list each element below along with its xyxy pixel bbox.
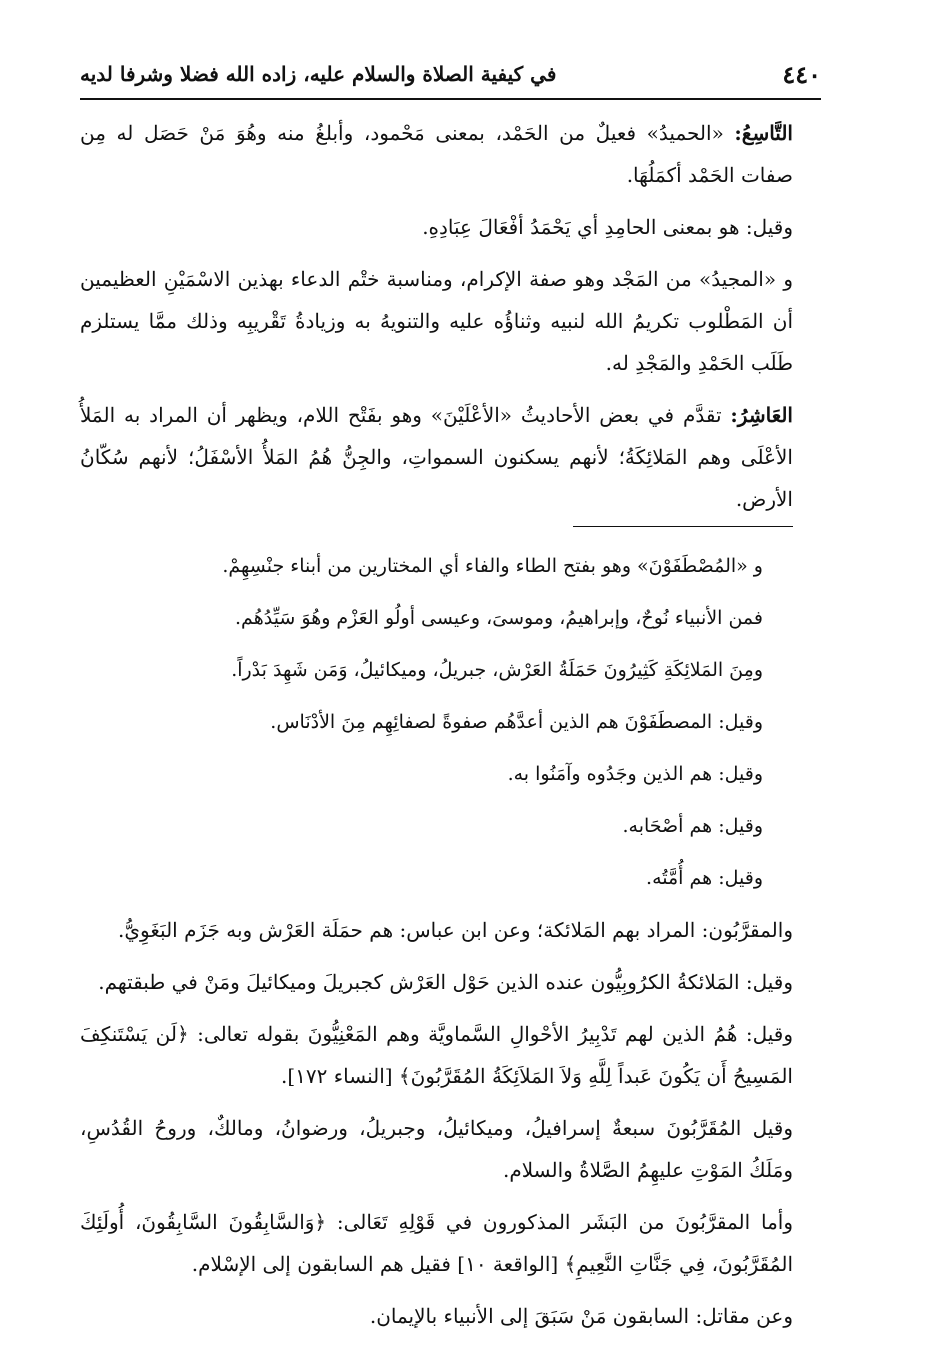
paragraph-text: «الحميدُ» فعيلٌ من الحَمْد، بمعنى مَحْمود، وأبلغُ منه وهُوَ مَنْ حَصَل له مِن صفات الحَمْد أكمَلُهَا. <box>80 121 793 187</box>
paragraph <box>80 258 793 384</box>
section-divider <box>573 526 793 527</box>
inner-line: وقيل: هم أُمَّتُه. <box>646 867 763 889</box>
paragraph-text: وقيل: هو بمعنى الحامِدِ أي يَحْمَدُ أفْعَالَ عِبَادِهِ. <box>422 215 793 239</box>
inner-line: فمن الأنبياء نُوحٌ، وإبراهيمُ، وموسىَ، وعيسى أولُو العَزْم وهُوَ سَيِّدُهُم. <box>235 607 763 629</box>
paragraph <box>80 394 793 520</box>
paragraph-text: و «المجيدُ» من المَجْد وهو صفة الإكرام، ومناسبة ختْم الدعاء بهذين الاسْمَيْنِ العظيمين أن المَطْلوب تكريمُ الله لنبيه وثناؤُه عليه والتنويهُ به وزيادةُ تَقْريبِه وذلك ممَّا يستلزم طَلَب الحَمْدِ والمَجْدِ له. <box>80 267 793 375</box>
paragraph: والمقرَّبُون: المراد بهم المَلائكة؛ وعن ابن عباس: هم حمَلَة العَرْش وبه جَزَم البَغَوِيُّ. <box>118 918 793 942</box>
paragraph-term: العَاشِرُ: <box>730 403 793 427</box>
paragraph: وقيل المُقَرَّبُونَ سبعةٌ إسرافيلُ، وميكائيلُ، وجبريلُ، ورضوانُ، ومالكٌ، وروحُ القُدُسِ، ومَلَكُ المَوْتِ عليهِمُ الصَّلاةُ والسلام. <box>80 1116 794 1182</box>
paragraph-term: التَّاسِعُ: <box>734 121 793 145</box>
paragraph: وقيل: المَلائكةُ الكرُوبِيُّون عنده الذين حَوْل العَرْش كجبريلَ وميكائيلَ ومَنْ في طبقتهم. <box>98 970 793 994</box>
body-text <box>80 112 793 1347</box>
paragraph-text: تقدَّم في بعض الأحاديثُ «الأعْلَيْنَ» وهو بفَتْح اللام، ويظهر أن المراد به المَلأُ الأعْلَى وهم المَلائِكَةُ؛ لأنهم يسكنون السمواتِ، والجِنُّ هُمُ المَلأُ الأسْفَلُ؛ لأنهم سُكّانُ الأرض. <box>80 403 793 511</box>
inner-line: وقيل: المصطَفَوْنَ هم الذين أعدَّهُم صفوةً لصفائِهِم مِنَ الأدْنَاس. <box>270 711 763 733</box>
page-header <box>80 56 821 100</box>
inner-line: وقيل: هم أصْحَابه. <box>622 815 763 837</box>
paragraph <box>80 112 793 196</box>
paragraph: وأما المقرَّبُونَ من البَشَر المذكورون في قَوْلِهِ تَعَالى: ﴿وَالسَّابِقُونَ السَّابِقُونَ، أُولَئِكَ المُقَرَّبُونَ، فِي جَنَّاتِ النَّعِيمِ﴾ [الواقعة ١٠] فقيل هم السابقون إلى الإسْلام. <box>80 1210 793 1276</box>
inner-line: ومِنَ المَلائِكَةِ كَثِيرُونَ حَمَلَةُ العَرْش، جبريلُ، وميكائيلُ، وَمَن شَهِدَ بَدْراً. <box>231 659 763 681</box>
inner-block <box>220 545 763 899</box>
paragraph: وعن مقاتل: السابقون مَنْ سَبَقَ إلى الأنبياء بالإيمان. <box>369 1304 793 1328</box>
inner-line: و «المُصْطَفَوْنَ» وهو بفتح الطاء والفاء أي المختارين من أبناء جنْسِهِمْ. <box>222 555 763 577</box>
running-title: في كيفية الصلاة والسلام عليه، زاده الله فضلا وشرفا لديه <box>80 62 557 86</box>
inner-line: وقيل: هم الذين وجَدُوه وآمَنُوا به. <box>507 763 763 785</box>
paragraph <box>80 206 793 248</box>
page-number: ٤٤٠ <box>782 60 821 89</box>
paragraph: وقيل: هُمُ الذين لهم تَدْبِيرُ الأحْوالِ السَّماويَّة وهم المَعْنِيُّونَ بقوله تعالى: ﴿لَن يَسْتَنكِفَ المَسِيحُ أَن يَكُونَ عَبداً لِلَّهِ وَلاَ المَلاَئِكَةُ المُقَرَّبُونَ﴾ [النساء ١٧٢]. <box>80 1022 793 1088</box>
